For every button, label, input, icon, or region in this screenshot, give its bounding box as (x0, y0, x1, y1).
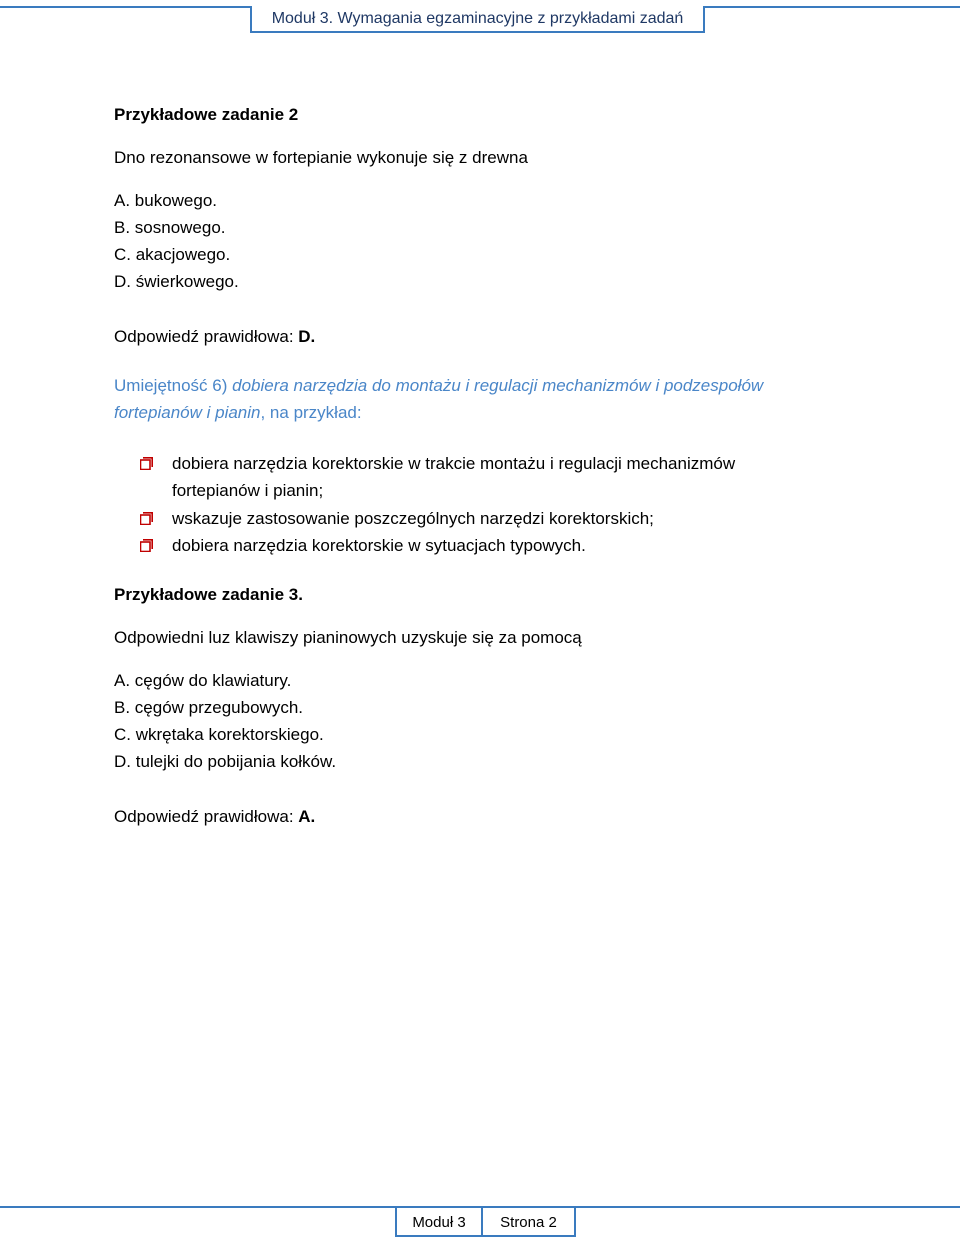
task3-option-d: D. tulejki do pobijania kołków. (114, 752, 337, 771)
task2-option-a: A. bukowego. (114, 191, 218, 210)
bullet-square-icon (140, 539, 153, 552)
task3-heading: Przykładowe zadanie 3. (114, 585, 303, 604)
skill-bullet-1 (140, 450, 760, 504)
task2-answer-label: Odpowiedź prawidłowa: (114, 327, 299, 346)
task3-option-c: C. wkrętaka korektorskiego. (114, 725, 324, 744)
task3-answer-value: A. (298, 807, 316, 826)
footer-module: Moduł 3 (395, 1206, 483, 1237)
footer-rule-right (574, 1206, 960, 1208)
task3-question: Odpowiedni luz klawiszy pianinowych uzyskuje się za pomocą (114, 628, 582, 647)
page-header (0, 0, 960, 40)
bullet-square-icon (140, 512, 153, 525)
task3-option-a: A. cęgów do klawiatury. (114, 671, 292, 690)
skill-bullet-2-text: wskazuje zastosowanie poszczególnych narzędzi korektorskich; (172, 509, 654, 528)
task2-answer-value: D. (298, 327, 316, 346)
footer-rule-left (0, 1206, 395, 1208)
skill-suffix: , na przykład: (260, 403, 362, 422)
task2-option-b: B. sosnowego. (114, 218, 226, 237)
skill-italic-2: fortepianów i pianin (114, 403, 261, 422)
skill-italic-1: dobiera narzędzia do montażu i regulacji mechanizmów i podzespołów (232, 376, 764, 395)
task2-option-c: C. akacjowego. (114, 245, 231, 264)
footer-page-number: Strona 2 (481, 1206, 576, 1237)
task3-answer-label: Odpowiedź prawidłowa: (114, 807, 299, 826)
task2-question: Dno rezonansowe w fortepianie wykonuje się z drewna (114, 148, 528, 167)
task3-option-b: B. cęgów przegubowych. (114, 698, 303, 717)
header-title: Moduł 3. Wymagania egzaminacyjne z przykładami zadań (250, 6, 705, 33)
skill-bullet-2 (140, 505, 760, 532)
skill-line-1 (114, 375, 763, 397)
skill-line-2 (114, 402, 362, 424)
task2-heading: Przykładowe zadanie 2 (114, 105, 299, 124)
task2-option-d: D. świerkowego. (114, 272, 239, 291)
header-rule-right (705, 6, 960, 8)
bullet-square-icon (140, 457, 153, 470)
page-footer (0, 1206, 960, 1239)
skill-bullet-3 (140, 532, 760, 559)
skill-bullet-1-text: dobiera narzędzia korektorskie w trakcie montażu i regulacji mechanizmów fortepianów i pianin; (172, 454, 736, 500)
skill-bullet-3-text: dobiera narzędzia korektorskie w sytuacjach typowych. (172, 536, 586, 555)
skill-prefix: Umiejętność 6) (114, 376, 233, 395)
task2-answer (114, 326, 315, 348)
task3-answer (114, 806, 315, 828)
header-rule-left (0, 6, 250, 8)
